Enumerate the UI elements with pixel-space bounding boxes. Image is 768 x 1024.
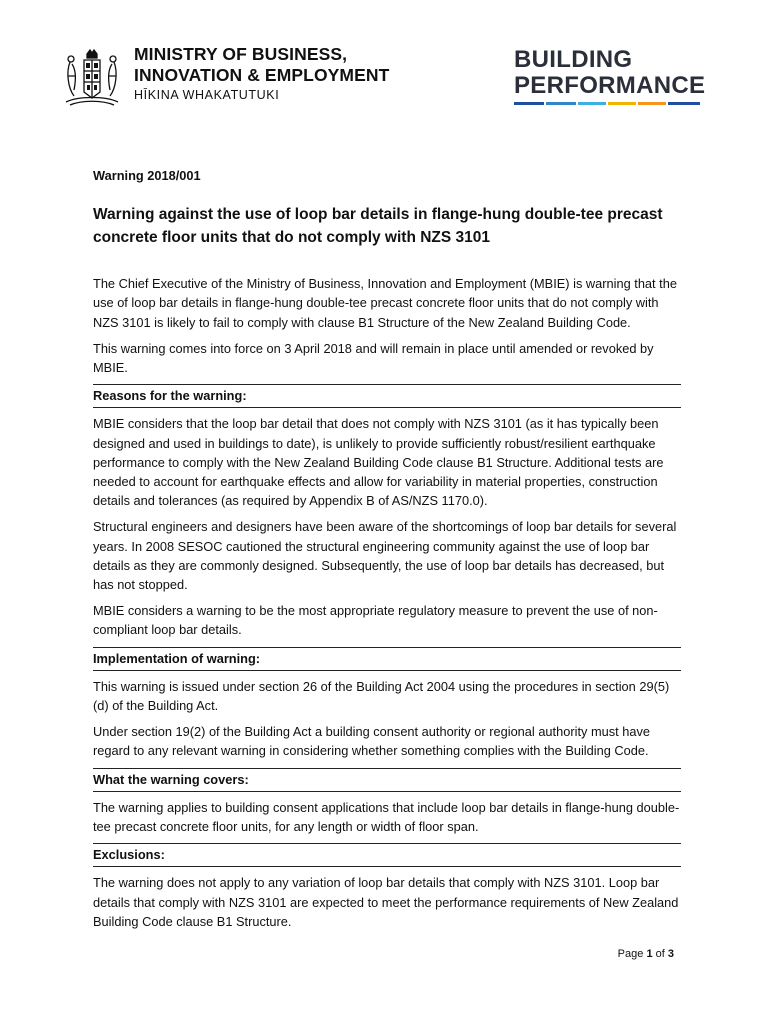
document-body xyxy=(93,166,681,938)
section-paragraph: The warning does not apply to any variation of loop bar details that comply with NZS 3101. Loop bar details that comply with NZS 3101 are expected to meet the performance requirements of New Zealand Building Code clause B1 Structure. xyxy=(93,875,679,929)
section-paragraph: Structural engineers and designers have been aware of the shortcomings of loop bar details for several years. In 2008 SESOC cautioned the structural engineering community against the use of loop bar details as they are commonly designed. Subsequently, the use of loop bar details has decreased, but has not stopped. xyxy=(93,519,677,593)
warning-number: Warning 2018/001 xyxy=(93,168,201,183)
bp-logo-line1: BUILDING xyxy=(514,46,633,73)
section-heading: Implementation of warning: xyxy=(93,647,681,671)
bp-color-segment xyxy=(638,102,666,105)
page-number xyxy=(618,948,674,960)
section-coverage xyxy=(93,768,681,837)
document-title: Warning against the use of loop bar details in flange-hung double-tee precast concrete floor units that do not comply with NZS 3101 xyxy=(93,206,663,247)
bp-color-segment xyxy=(608,102,636,105)
bp-color-segment xyxy=(546,102,576,105)
section-paragraph: MBIE considers that the loop bar detail that does not comply with NZS 3101 (as it has typically been designed and used in buildings to date), is unlikely to provide sufficiently robust/resilient earthquake performance to comply with the New Zealand Building Code clause B1 Structure. Additional tests are needed to account for earthquake effects and allow for variability in material properties, construction details and tolerances (as required by Appendix B of AS/NZS 1170.0). xyxy=(93,416,664,509)
section-implementation xyxy=(93,647,681,761)
bp-color-segment xyxy=(578,102,606,105)
intro-paragraph: This warning comes into force on 3 April 2018 and will remain in place until amended or revoked by MBIE. xyxy=(93,340,654,376)
section-paragraph: The warning applies to building consent applications that include loop bar details in flange-hung double-tee precast concrete floor units, for any length or width of floor span. xyxy=(93,799,680,835)
bp-color-segment xyxy=(514,102,544,105)
page-word: Page xyxy=(617,948,644,960)
section-exclusions xyxy=(93,843,681,931)
page-of: of xyxy=(655,948,665,960)
section-heading: Reasons for the warning: xyxy=(93,384,681,408)
mbie-name-line1: MINISTRY OF BUSINESS, xyxy=(134,44,348,64)
bp-color-segment xyxy=(668,102,700,105)
section-paragraph: Under section 19(2) of the Building Act a building consent authority or regional authority must have regard to any relevant warning in considering whether something complies with the Building Code. xyxy=(93,724,650,759)
bp-logo-color-bar xyxy=(514,102,705,105)
intro-paragraph: The Chief Executive of the Ministry of Business, Innovation and Employment (MBIE) is warning that the use of loop bar details in flange-hung double-tee precast concrete floor units that do not comply with NZS 3101 is likely to fail to comply with clause B1 Structure of the New Zealand Building Code. xyxy=(93,276,677,330)
section-heading: Exclusions: xyxy=(93,843,681,867)
bp-logo-line2: PERFORMANCE xyxy=(514,72,706,99)
section-reasons xyxy=(93,384,681,639)
page-current: 1 xyxy=(646,948,653,960)
building-performance-logo xyxy=(514,48,705,105)
mbie-maori-name: HĪKINA WHAKATUTUKI xyxy=(134,88,280,102)
mbie-name-line2: INNOVATION & EMPLOYMENT xyxy=(134,64,390,85)
section-paragraph: This warning is issued under section 26 of the Building Act 2004 using the procedures in section 29(5)(d) of the Building Act. xyxy=(93,678,670,714)
mbie-logo xyxy=(60,46,389,110)
section-paragraph: MBIE considers a warning to be the most appropriate regulatory measure to prevent the use of non-compliant loop bar details. xyxy=(93,603,658,638)
page-total: 3 xyxy=(667,948,674,960)
section-heading: What the warning covers: xyxy=(93,768,681,792)
nz-coat-of-arms-icon xyxy=(60,46,124,110)
